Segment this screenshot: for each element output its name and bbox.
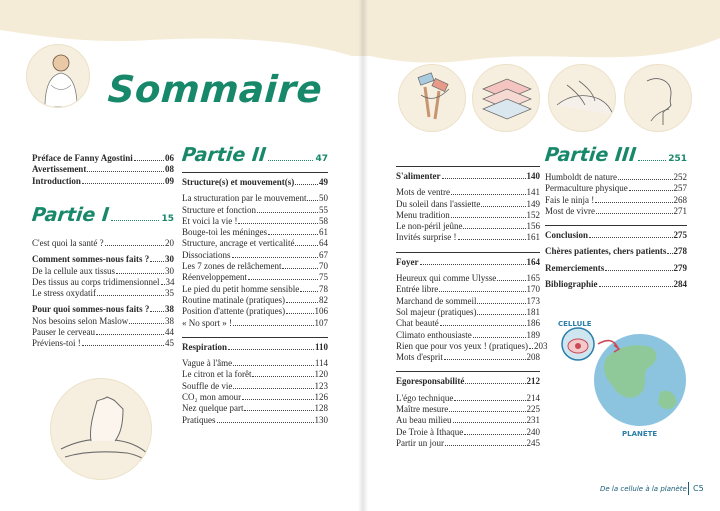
toc-entry[interactable]: Rien que pour vos yeux ! (pratiques) 203 bbox=[396, 340, 548, 351]
running-footer: De la cellule à la planète bbox=[600, 485, 687, 493]
arm-joints-illustration bbox=[398, 64, 466, 132]
toc-entry[interactable]: Souffle de vie 123 bbox=[182, 380, 328, 391]
divider bbox=[396, 371, 540, 372]
toc-entry[interactable]: Les 7 zones de relâchement 70 bbox=[182, 261, 328, 272]
toc-entry[interactable]: Préface de Fanny Agostini 06 bbox=[32, 153, 174, 163]
toc-entry[interactable]: De la cellule aux tissus 30 bbox=[32, 265, 174, 276]
page-title: Sommaire bbox=[106, 68, 324, 111]
toc-entry[interactable]: Humboldt de nature 252 bbox=[545, 172, 687, 182]
book-spine bbox=[358, 0, 368, 511]
toc-column-2 bbox=[182, 172, 328, 426]
toc-entry[interactable]: Le non-péril jeûne 156 bbox=[396, 221, 540, 232]
part-title: Partie I bbox=[30, 204, 111, 226]
toc-entry[interactable]: Pratiques 130 bbox=[182, 414, 328, 425]
front-matter-list bbox=[32, 153, 174, 187]
toc-entry[interactable]: Maître mesure 225 bbox=[396, 404, 540, 415]
toc-entry[interactable]: Nez quelque part 128 bbox=[182, 403, 328, 414]
toc-entry[interactable]: Du soleil dans l'assiette 149 bbox=[396, 198, 540, 209]
part-heading-3[interactable] bbox=[545, 144, 687, 166]
part-heading-2[interactable] bbox=[182, 144, 328, 166]
toc-entry[interactable]: L'égo technique 214 bbox=[396, 392, 540, 403]
toc-entry[interactable]: Climato enthousiaste 189 bbox=[396, 329, 540, 340]
toc-entry[interactable]: Réenveloppement 75 bbox=[182, 272, 328, 283]
divider bbox=[182, 337, 328, 338]
toc-entry[interactable]: C'est quoi la santé ? 20 bbox=[32, 238, 174, 248]
head-profile-illustration bbox=[624, 64, 692, 132]
toc-entry[interactable]: Respiration 110 bbox=[182, 341, 328, 352]
toc-entry[interactable]: « No sport » ! 107 bbox=[182, 317, 328, 328]
toc-entry[interactable]: La structuration par le mouvement 50 bbox=[182, 193, 328, 204]
toc-entry[interactable]: Most de vivre 271 bbox=[545, 205, 687, 216]
toc-entry[interactable]: Des tissus au corps tridimensionnel 34 bbox=[32, 276, 175, 287]
toc-entry[interactable]: Avertissement 08 bbox=[32, 164, 174, 175]
cell-label: CELLULE bbox=[558, 320, 592, 328]
toc-entry[interactable]: Le citron et la forêt 120 bbox=[182, 369, 328, 380]
hands-illustration bbox=[50, 378, 152, 480]
toc-entry[interactable]: Chères patientes, chers patients 278 bbox=[545, 246, 687, 257]
part-page: 251 bbox=[668, 154, 687, 164]
toc-entry[interactable]: Remerciements 279 bbox=[545, 262, 687, 273]
divider bbox=[182, 172, 328, 173]
toc-entry[interactable]: Pour quoi sommes-nous faits ? 38 bbox=[32, 304, 174, 315]
toc-entry[interactable]: S'alimenter 140 bbox=[396, 171, 540, 181]
toc-entry[interactable]: Position d'attente (pratiques) 106 bbox=[182, 306, 328, 317]
planet-label: PLANÈTE bbox=[622, 430, 658, 438]
part-page: 47 bbox=[315, 154, 328, 164]
toc-entry[interactable]: Chat beauté 186 bbox=[396, 318, 540, 329]
part-heading-1[interactable] bbox=[32, 204, 174, 226]
divider bbox=[396, 252, 540, 253]
toc-entry[interactable]: Mots de ventre 141 bbox=[396, 187, 540, 198]
toc-entry[interactable]: Heureux qui comme Ulysse 165 bbox=[396, 273, 540, 284]
toc-entry[interactable]: Conclusion 275 bbox=[545, 230, 687, 241]
part-page: 15 bbox=[161, 214, 174, 224]
folio-divider bbox=[688, 482, 689, 495]
toc-entry[interactable]: Entrée libre 170 bbox=[396, 284, 540, 295]
toc-entry[interactable]: Egoresponsabilité 212 bbox=[396, 376, 540, 387]
toc-entry[interactable]: Sol majeur (pratiques) 181 bbox=[396, 306, 540, 317]
toc-entry[interactable]: Introduction 09 bbox=[32, 175, 174, 186]
toc-entry[interactable]: Pauser le cerveau 44 bbox=[32, 327, 174, 338]
toc-entry[interactable]: Foyer 164 bbox=[396, 256, 540, 267]
toc-entry[interactable]: Permaculture physique 257 bbox=[545, 183, 687, 194]
toc-column-3 bbox=[396, 166, 548, 449]
toc-entry[interactable]: Bouge-toi les méninges 61 bbox=[182, 227, 328, 238]
toc-entry[interactable]: Mots d'esprit 208 bbox=[396, 352, 540, 363]
toc-entry[interactable]: Vague à l'âme 114 bbox=[182, 358, 328, 369]
toc-entry[interactable]: Routine matinale (pratiques) 82 bbox=[182, 294, 328, 305]
part-title: Partie II bbox=[180, 144, 268, 166]
toc-entry[interactable]: Structure(s) et mouvement(s) 49 bbox=[182, 177, 328, 187]
toc-column-4 bbox=[545, 172, 687, 290]
toc-entry[interactable]: Et voici la vie ! 58 bbox=[182, 215, 328, 226]
part-title: Partie III bbox=[543, 144, 638, 166]
toc-entry[interactable]: Dissociations 67 bbox=[182, 249, 328, 260]
toc-entry[interactable]: Menu tradition 152 bbox=[396, 209, 540, 220]
toc-entry[interactable]: Comment sommes-nous faits ? 30 bbox=[32, 254, 174, 265]
toc-entry[interactable]: Le pied du petit homme sensible 78 bbox=[182, 283, 328, 294]
tissue-layers-illustration bbox=[472, 64, 540, 132]
divider bbox=[545, 225, 687, 226]
person-medallion bbox=[26, 44, 90, 108]
toc-entry[interactable]: Nos besoins selon Maslow 38 bbox=[32, 315, 174, 326]
toc-entry[interactable]: Marchand de sommeil 173 bbox=[396, 295, 540, 306]
toc-entry[interactable]: CO₂ mon amour 126 bbox=[182, 392, 328, 403]
toc-entry[interactable]: Invités surprise ! 161 bbox=[396, 232, 540, 243]
toc-column-1-part-1 bbox=[32, 238, 174, 350]
toc-entry[interactable]: Au beau milieu 231 bbox=[396, 415, 540, 426]
toc-entry[interactable]: Partir un jour 245 bbox=[396, 437, 540, 448]
page-number: C5 bbox=[693, 484, 704, 493]
toc-entry[interactable]: Bibliographie 284 bbox=[545, 279, 687, 290]
divider bbox=[396, 166, 540, 167]
toc-column-1 bbox=[32, 153, 174, 187]
cell-planet-illustration bbox=[556, 318, 696, 438]
toc-entry[interactable]: De Troie à Ithaque 240 bbox=[396, 426, 540, 437]
massage-illustration bbox=[548, 64, 616, 132]
toc-entry[interactable]: Le stress oxydatif 35 bbox=[32, 288, 174, 299]
toc-entry[interactable]: Préviens-toi ! 45 bbox=[32, 338, 174, 349]
toc-entry[interactable]: Structure, ancrage et verticalité 64 bbox=[182, 238, 328, 249]
toc-entry[interactable]: Structure et fonction 55 bbox=[182, 204, 328, 215]
toc-entry[interactable]: Fais le ninja ! 268 bbox=[545, 194, 687, 205]
